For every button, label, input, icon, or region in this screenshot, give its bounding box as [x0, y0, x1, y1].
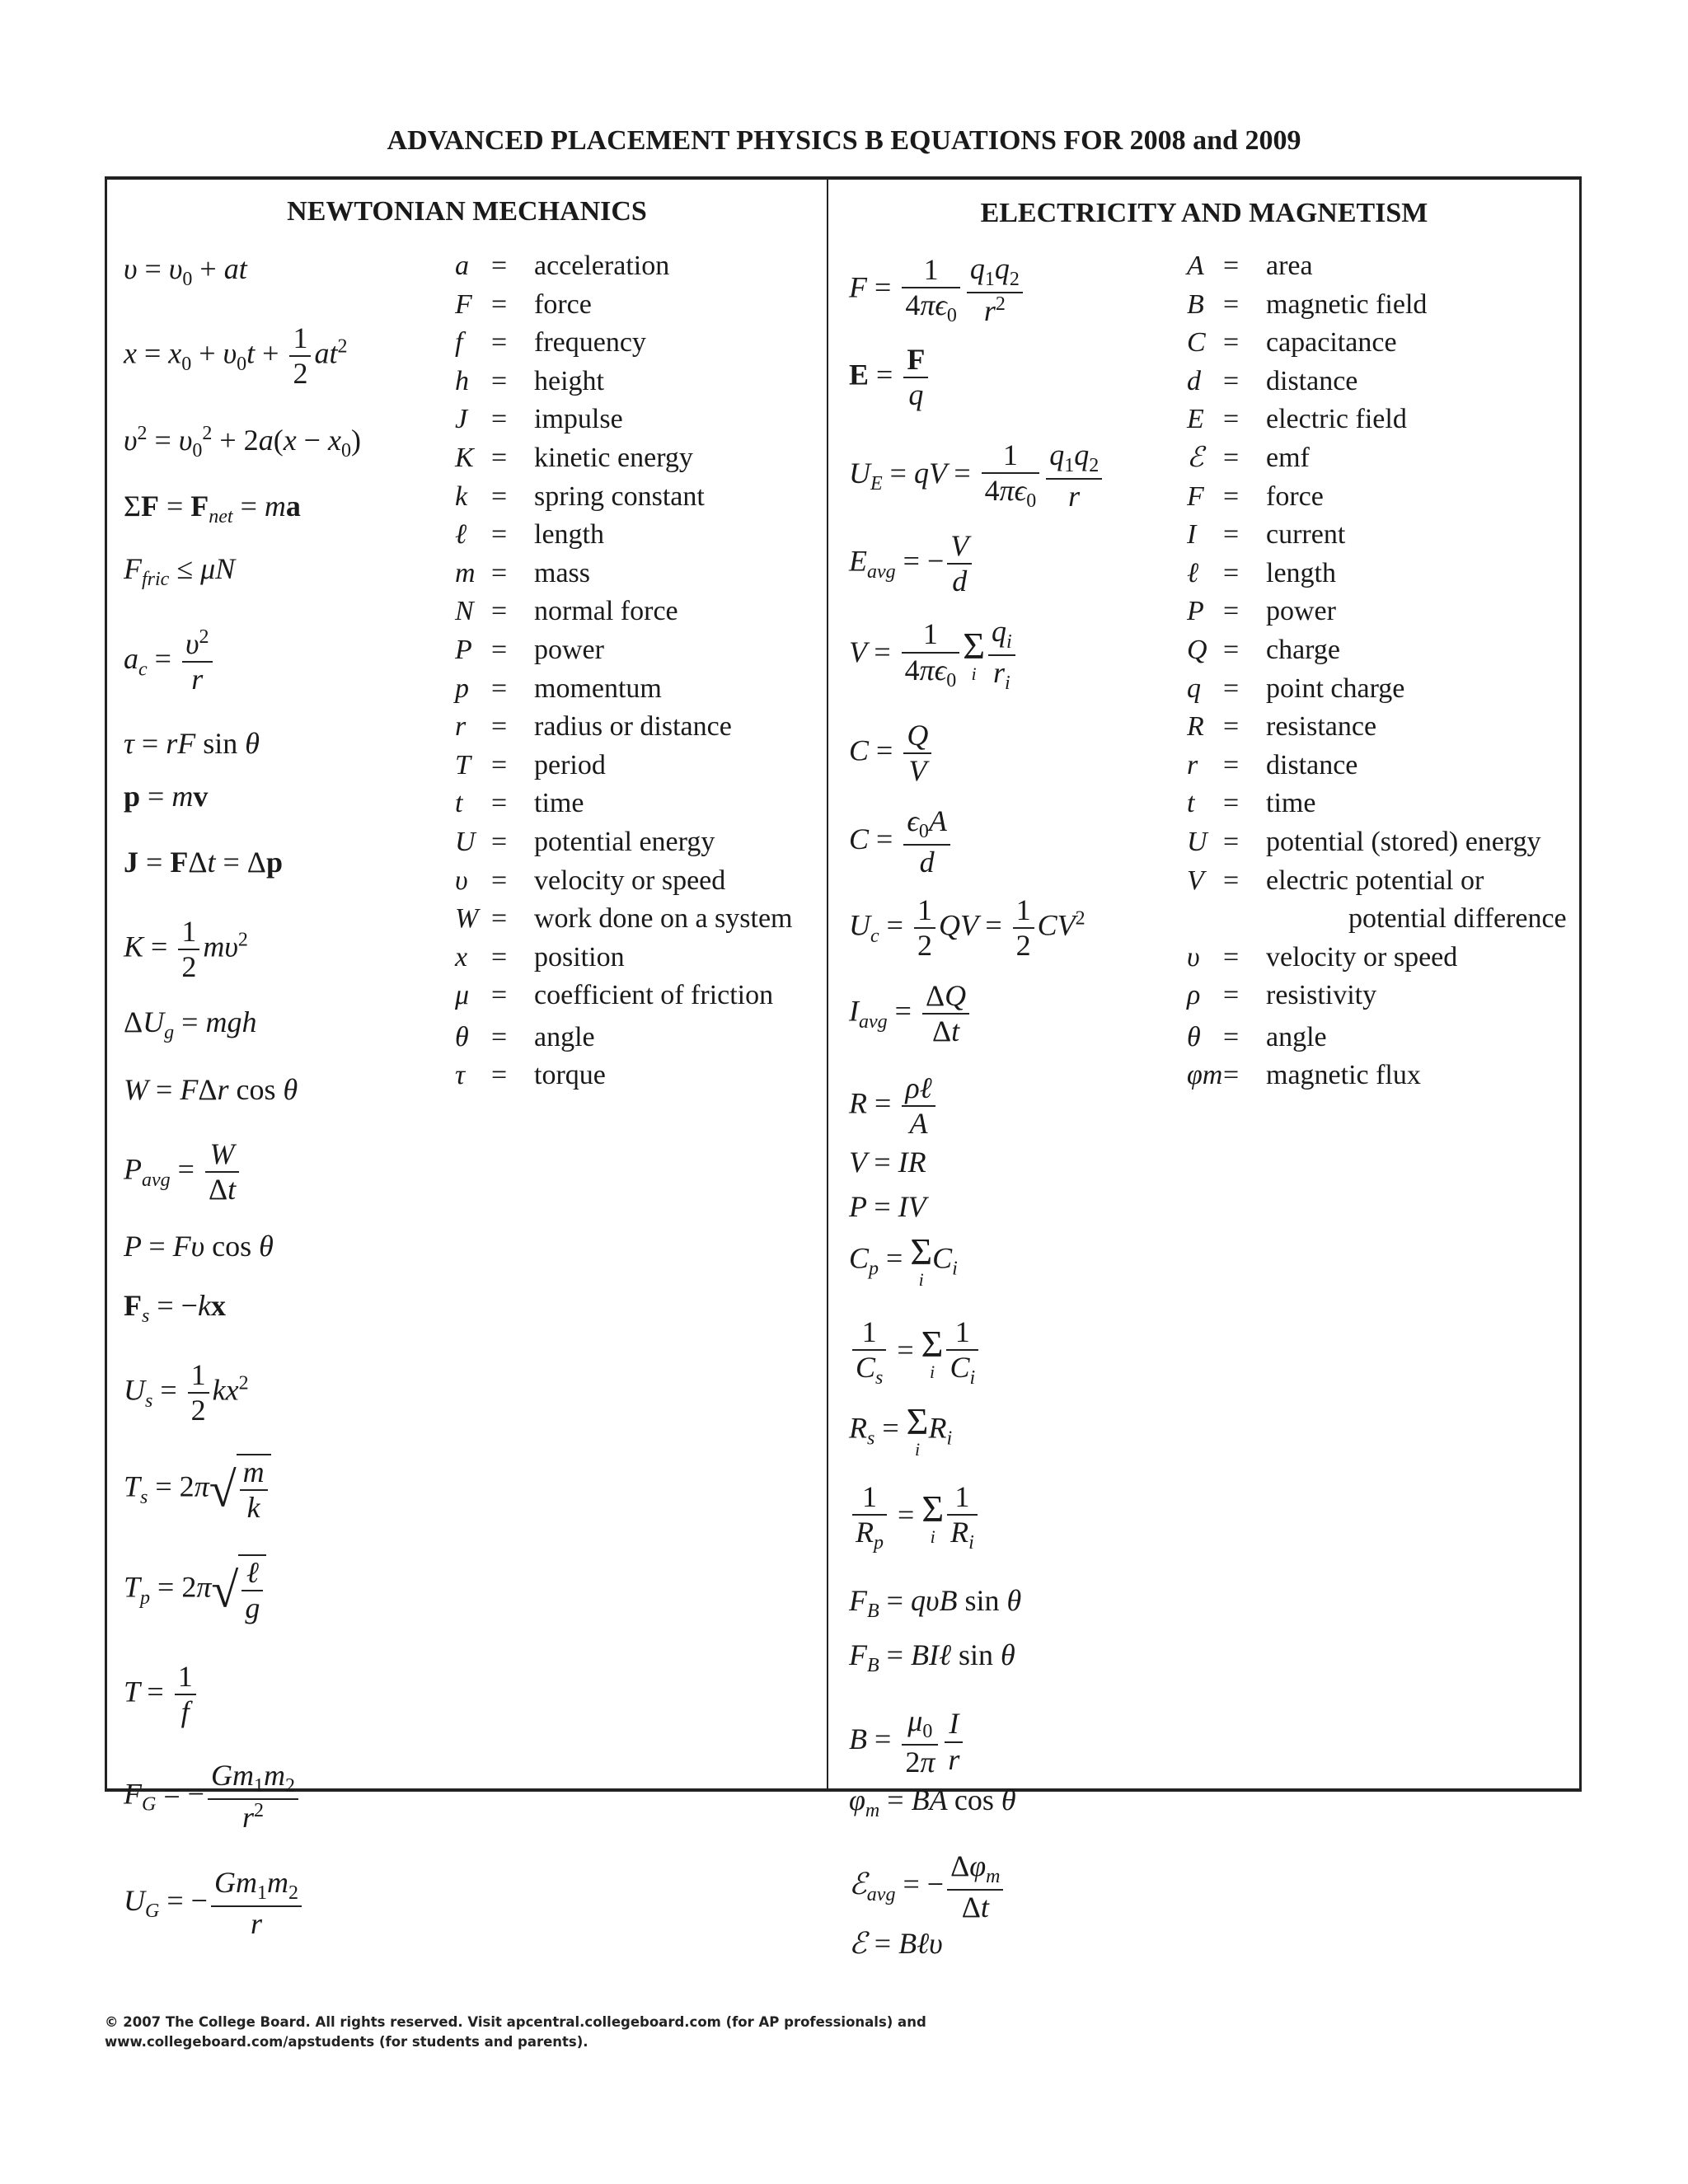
definition-symbol: T: [455, 749, 471, 780]
definition-continuation: [1187, 900, 1567, 939]
footer-line-1: © 2007 The College Board. All rights reserved. Visit apcentral.collegeboard.com (for AP professionals) and: [105, 2014, 926, 2030]
definition-text: frequency: [534, 327, 646, 359]
definition-symbol: a: [455, 251, 469, 281]
definition-symbol: r: [1187, 749, 1198, 780]
equation-motional-emf: ℰ = Bℓυ: [849, 1927, 943, 1960]
definition-row: ρ = resistivity: [1187, 977, 1567, 1015]
definition-text: capacitance: [1266, 327, 1397, 359]
definition-text: point charge: [1266, 673, 1405, 704]
definition-symbol: τ: [455, 1060, 466, 1091]
definition-row: T = period: [455, 747, 793, 785]
definition-row: a = acceleration: [455, 247, 793, 286]
definition-row: P = power: [455, 631, 793, 670]
definition-symbol: V: [1187, 865, 1204, 896]
equation-electric-pe: $U_E$ = qV = $\frac{1}{4\pi\epsilon_0}$ $\frac{q_1q_2}{r}$: [849, 438, 1105, 513]
definition-text: power: [1266, 596, 1336, 627]
equation-series-capacitance: $\frac{1}{C_s}$ = Σ i $\frac{1}{C_i}$: [849, 1315, 982, 1390]
definition-text: momentum: [534, 673, 662, 704]
definition-row: θ = angle: [1187, 1019, 1567, 1057]
definition-text: emf: [1266, 442, 1310, 473]
definition-symbol: R: [1187, 711, 1204, 743]
definition-row: U = potential energy: [455, 823, 793, 862]
column-divider: [827, 176, 828, 1792]
definition-row: q = point charge: [1187, 670, 1567, 709]
definition-text: potential difference: [1348, 903, 1567, 935]
definition-symbol: φm: [1187, 1060, 1223, 1091]
definition-symbol: υ: [1187, 941, 1200, 972]
definition-text: length: [534, 519, 604, 551]
equation-magnetic-force-wire: $F_B$ = BIℓ sin θ: [849, 1638, 1015, 1677]
definition-text: coefficient of friction: [534, 980, 774, 1011]
definition-row: m = mass: [455, 555, 793, 593]
equation-gravitational-force: $F_G$ = − $\frac{Gm_1m_2}{r^2}$: [124, 1759, 302, 1835]
definition-text: length: [1266, 557, 1336, 588]
definition-symbol: U: [1187, 826, 1207, 857]
equation-coulomb-force: F = $\frac{1}{4\pi\epsilon_0}$ $\frac{q_1q_2}{r^2}$: [849, 252, 1026, 328]
definition-text: angle: [534, 1021, 595, 1052]
definition-row: E = electric field: [1187, 401, 1567, 439]
definition-row: υ = velocity or speed: [455, 862, 793, 901]
definition-row: U = potential (stored) energy: [1187, 823, 1567, 862]
definition-symbol: P: [455, 634, 472, 665]
definition-symbol: C: [1187, 327, 1206, 359]
equation-friction: $F_{fric} \le \mu N$: [124, 552, 236, 591]
definition-symbol: E: [1187, 404, 1204, 435]
definition-text: kinetic energy: [534, 442, 693, 473]
definition-text: distance: [1266, 749, 1358, 780]
definition-symbol: P: [1187, 596, 1204, 627]
definition-text: electric potential or: [1266, 865, 1484, 896]
mechanics-heading: NEWTONIAN MECHANICS: [287, 196, 647, 227]
definition-row: I = current: [1187, 516, 1567, 555]
equation-gravitational-pe-general: $U_G$ = − $\frac{Gm_1m_2}{r}$: [124, 1866, 305, 1941]
equation-capacitance: C = $\frac{Q}{V}$: [849, 719, 935, 789]
definition-text: position: [534, 941, 625, 972]
equation-spring-force: $F_s = -kx$: [124, 1289, 226, 1328]
equation-gravitational-pe: $\Delta U_g$ = mgh: [124, 1005, 257, 1044]
equation-average-current: $I_{avg}$ = $\frac{\Delta Q}{\Delta t}$: [849, 979, 973, 1049]
definition-text: time: [1266, 788, 1316, 819]
definition-row: r = distance: [1187, 747, 1567, 785]
definition-text: velocity or speed: [1266, 941, 1458, 972]
equation-series-resistance: $R_s$ = Σ i $R_i$: [849, 1400, 953, 1460]
definition-row: ℓ = length: [455, 516, 793, 555]
definition-symbol: p: [455, 673, 469, 704]
definition-text: potential energy: [534, 826, 715, 857]
definition-symbol: f: [455, 327, 463, 359]
definition-row: h = height: [455, 363, 793, 401]
definition-row: d = distance: [1187, 363, 1567, 401]
equation-period-frequency: T = $\frac{1}{f}$: [124, 1660, 199, 1730]
definition-row: x = position: [455, 939, 793, 977]
page-title: ADVANCED PLACEMENT PHYSICS B EQUATIONS FOR 2008 and 2009: [387, 125, 1301, 156]
equation-impulse: J = FΔt = Δp: [124, 846, 283, 879]
equation-kinetic-energy: K = $\frac{1}{2}$ $m\upsilon^2$: [124, 915, 248, 984]
equation-electric-potential: V = $\frac{1}{4\pi\epsilon_0}$ Σ i $\frac{q_i}{r_i}$: [849, 615, 1019, 696]
equation-spring-pe: $U_s$ = $\frac{1}{2}$ $kx^2$: [124, 1358, 249, 1427]
equation-parallel-plate-capacitance: C = $\frac{\epsilon_0A}{d}$: [849, 804, 954, 879]
definition-text: distance: [1266, 365, 1358, 396]
definition-symbol: k: [455, 480, 468, 512]
definition-row: Q = charge: [1187, 631, 1567, 670]
definition-symbol: Q: [1187, 634, 1207, 665]
em-heading: ELECTRICITY AND MAGNETISM: [980, 198, 1428, 228]
definition-symbol: υ: [455, 865, 468, 896]
definition-symbol: ℓ: [1187, 557, 1199, 588]
definition-text: time: [534, 788, 584, 819]
definition-row: f = frequency: [455, 324, 793, 363]
equation-average-emf: ℰ$_{avg}$ = − $\frac{\Delta\varphi_m}{\Delta t}$: [849, 1849, 1006, 1924]
definition-row: μ = coefficient of friction: [455, 977, 793, 1015]
copyright-footer: [105, 2013, 926, 2052]
definition-row: τ = torque: [455, 1057, 793, 1095]
definition-text: force: [534, 288, 592, 320]
em-definitions: [1187, 247, 1567, 1095]
definition-row: t = time: [1187, 785, 1567, 823]
definition-row: ℓ = length: [1187, 555, 1567, 593]
equation-average-field: $E_{avg}$ = − $\frac{V}{d}$: [849, 529, 975, 599]
definition-text: height: [534, 365, 604, 396]
definition-text: resistivity: [1266, 980, 1377, 1011]
definition-row: V = electric potential or: [1187, 862, 1567, 901]
equation-spring-period: $T_s = 2\pi√$ $\frac{m}{k}$: [124, 1454, 271, 1526]
definition-symbol: F: [455, 288, 472, 320]
equation-magnetic-force-charge: $F_B = q\upsilon B$ sin θ: [849, 1584, 1022, 1623]
equation-parallel-capacitance: $C_p$ = Σ i $C_i$: [849, 1230, 958, 1290]
definition-symbol: K: [455, 442, 474, 473]
definition-symbol: x: [455, 941, 468, 972]
equation-momentum: p = mv: [124, 780, 209, 813]
definition-text: power: [534, 634, 604, 665]
definition-text: force: [1266, 480, 1324, 512]
definition-symbol: ρ: [1187, 980, 1201, 1011]
definition-symbol: m: [455, 557, 476, 588]
definition-text: spring constant: [534, 480, 705, 512]
footer-line-2: www.collegeboard.com/apstudents (for students and parents).: [105, 2034, 588, 2050]
definition-row: K = kinetic energy: [455, 439, 793, 478]
mechanics-definitions: [455, 247, 793, 1095]
equation-parallel-resistance: $\frac{1}{R_p}$ = Σ i $\frac{1}{R_i}$: [849, 1480, 981, 1555]
definition-text: resistance: [1266, 711, 1377, 743]
equation-work: W = FΔr cos θ: [124, 1073, 298, 1106]
equation-magnetic-flux: $\varphi_m$ = BA cos θ: [849, 1783, 1016, 1822]
definition-symbol: μ: [455, 980, 470, 1011]
definition-symbol: B: [1187, 288, 1204, 320]
definition-text: magnetic field: [1266, 288, 1428, 320]
definition-row: B = magnetic field: [1187, 286, 1567, 325]
definition-row: P = power: [1187, 593, 1567, 631]
equation-electric-field: E = $\frac{F}{q}$: [849, 343, 931, 413]
definition-row: k = spring constant: [455, 478, 793, 517]
definition-symbol: r: [455, 711, 467, 743]
definition-symbol: q: [1187, 673, 1201, 704]
definition-text: radius or distance: [534, 711, 732, 743]
definition-row: r = radius or distance: [455, 708, 793, 747]
definition-text: current: [1266, 519, 1346, 551]
definition-symbol: J: [455, 404, 468, 435]
definition-text: charge: [1266, 634, 1340, 665]
equation-electric-power: P = IV: [849, 1190, 926, 1223]
definition-symbol: t: [455, 788, 463, 819]
definition-text: area: [1266, 251, 1313, 281]
equation-resistance: R = $\frac{\text{ρℓ}}{A}$: [849, 1071, 939, 1141]
definition-row: ℰ = emf: [1187, 439, 1567, 478]
definition-symbol: ℓ: [455, 519, 467, 551]
definition-text: mass: [534, 557, 590, 588]
definition-symbol: U: [455, 826, 476, 857]
equation-centripetal: $a_c$ = $\frac{\upsilon^2}{r}$: [124, 626, 216, 697]
definition-symbol: N: [455, 596, 474, 627]
equation-newton-second-law: $\Sigma F = F_{net}$ = ma: [124, 490, 301, 528]
definition-row: C = capacitance: [1187, 324, 1567, 363]
equation-capacitor-energy: $U_c$ = $\frac{1}{2}$ QV = $\frac{1}{2}$ $CV^2$: [849, 893, 1085, 963]
definition-symbol: θ: [455, 1021, 469, 1052]
definition-text: normal force: [534, 596, 678, 627]
definition-text: torque: [534, 1060, 606, 1091]
definition-symbol: F: [1187, 480, 1204, 512]
definition-text: impulse: [534, 404, 623, 435]
definition-text: electric field: [1266, 404, 1407, 435]
definition-row: θ = angle: [455, 1019, 793, 1057]
definition-text: work done on a system: [534, 903, 793, 935]
definition-symbol: d: [1187, 365, 1201, 396]
definition-text: acceleration: [534, 251, 670, 281]
definition-text: velocity or speed: [534, 865, 726, 896]
definition-row: W = work done on a system: [455, 900, 793, 939]
definition-symbol: θ: [1187, 1021, 1201, 1052]
definition-row: F = force: [1187, 478, 1567, 517]
equation-velocity: $\upsilon = \upsilon_0$ + at: [124, 252, 247, 291]
definition-row: J = impulse: [455, 401, 793, 439]
definition-row: A = area: [1187, 247, 1567, 286]
definition-row: N = normal force: [455, 593, 793, 631]
definition-row: φm = magnetic flux: [1187, 1057, 1567, 1095]
equation-power: P = Fυ cos θ: [124, 1230, 274, 1263]
definition-row: F = force: [455, 286, 793, 325]
definition-row: p = momentum: [455, 670, 793, 709]
definition-symbol: t: [1187, 788, 1195, 819]
definition-symbol: W: [455, 903, 479, 935]
definition-row: υ = velocity or speed: [1187, 939, 1567, 977]
definition-symbol: A: [1187, 251, 1204, 281]
definition-symbol: h: [455, 365, 469, 396]
definition-row: R = resistance: [1187, 708, 1567, 747]
definition-row: t = time: [455, 785, 793, 823]
equation-average-power: $P_{avg}$ = $\frac{W}{\Delta t}$: [124, 1137, 242, 1207]
definition-text: period: [534, 749, 606, 780]
equation-magnetic-field-wire: B = $\frac{\mu_0}{2\pi}$ $\frac{I}{r}$: [849, 1704, 966, 1779]
equation-velocity-squared: $\upsilon^2 = \upsilon_0^2 + 2a(x - x_0)$: [124, 423, 361, 462]
definition-text: magnetic flux: [1266, 1060, 1421, 1091]
definition-text: angle: [1266, 1021, 1327, 1052]
definition-text: potential (stored) energy: [1266, 826, 1541, 857]
equation-ohms-law: V = IR: [849, 1146, 926, 1179]
equation-pendulum-period: $T_p = 2\pi√$ $\frac{\text{ℓ}}{g}$: [124, 1554, 266, 1626]
equation-torque: τ = rF sin θ: [124, 727, 260, 760]
definition-symbol: ℰ: [1187, 442, 1204, 473]
definition-symbol: I: [1187, 519, 1197, 551]
equation-position: $x = x_0 + \upsilon_0t$ + $\frac{1}{2}$ $at^2$: [124, 321, 348, 391]
